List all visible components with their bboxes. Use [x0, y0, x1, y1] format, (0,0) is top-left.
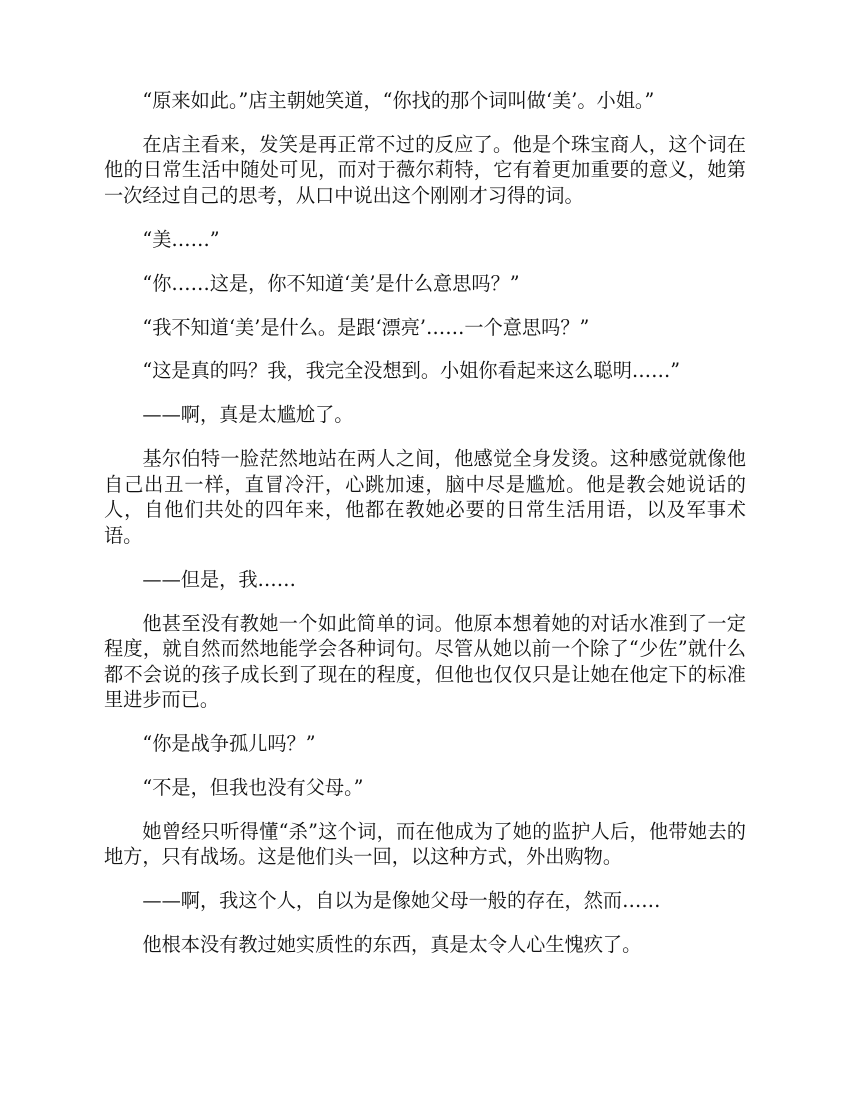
paragraph-13: 她曾经只听得懂“杀”这个词，而在他成为了她的监护人后，他带她去的地方，只有战场。这是他们头一回，以这种方式，外出购物。: [104, 819, 746, 869]
paragraph-4: “你……这是，你不知道‘美’是什么意思吗？”: [142, 271, 520, 295]
paragraph-14: ——啊，我这个人，自以为是像她父母一般的存在，然而……: [142, 889, 661, 913]
paragraph-11: “你是战争孤儿吗？”: [142, 731, 316, 755]
paragraph-3: “美……”: [142, 227, 220, 251]
paragraph-1: “原来如此。”店主朝她笑道，“你找的那个词叫做‘美’。小姐。”: [142, 89, 655, 112]
paragraph-10: 他甚至没有教她一个如此简单的词。他原本想着她的对话水准到了一定程度，就自然而然地能学会各种词句。尽管从她以前一个除了“少佐”就什么都不会说的孩子成长到了现在的程度，但他也仅仅只是让她在他定下的标准里进步而已。: [104, 611, 746, 712]
paragraph-12: “不是，但我也没有父母。”: [142, 775, 364, 799]
paragraph-6: “这是真的吗？我，我完全没想到。小姐你看起来这么聪明……”: [142, 359, 681, 383]
paragraph-15: 他根本没有教过她实质性的东西，真是太令人心生愧疚了。: [142, 932, 642, 956]
document-body: [104, 88, 746, 976]
paragraph-2: 在店主看来，发笑是再正常不过的反应了。他是个珠宝商人，这个词在他的日常生活中随处可见，而对于薇尔莉特，它有着更加重要的意义，她第一次经过自己的思考，从口中说出这个刚刚才习得的词。: [104, 132, 746, 207]
paragraph-5: “我不知道‘美’是什么。是跟‘漂亮’……一个意思吗？”: [142, 315, 590, 339]
paragraph-9: ——但是，我……: [142, 567, 296, 591]
paragraph-8: 基尔伯特一脸茫然地站在两人之间，他感觉全身发烫。这种感觉就像他自己出丑一样，直冒冷汗，心跳加速，脑中尽是尴尬。他是教会她说话的人，自他们共处的四年来，他都在教她必要的日常生活用语，以及军事术语。: [104, 447, 746, 547]
paragraph-7: ——啊，真是太尴尬了。: [142, 403, 354, 427]
